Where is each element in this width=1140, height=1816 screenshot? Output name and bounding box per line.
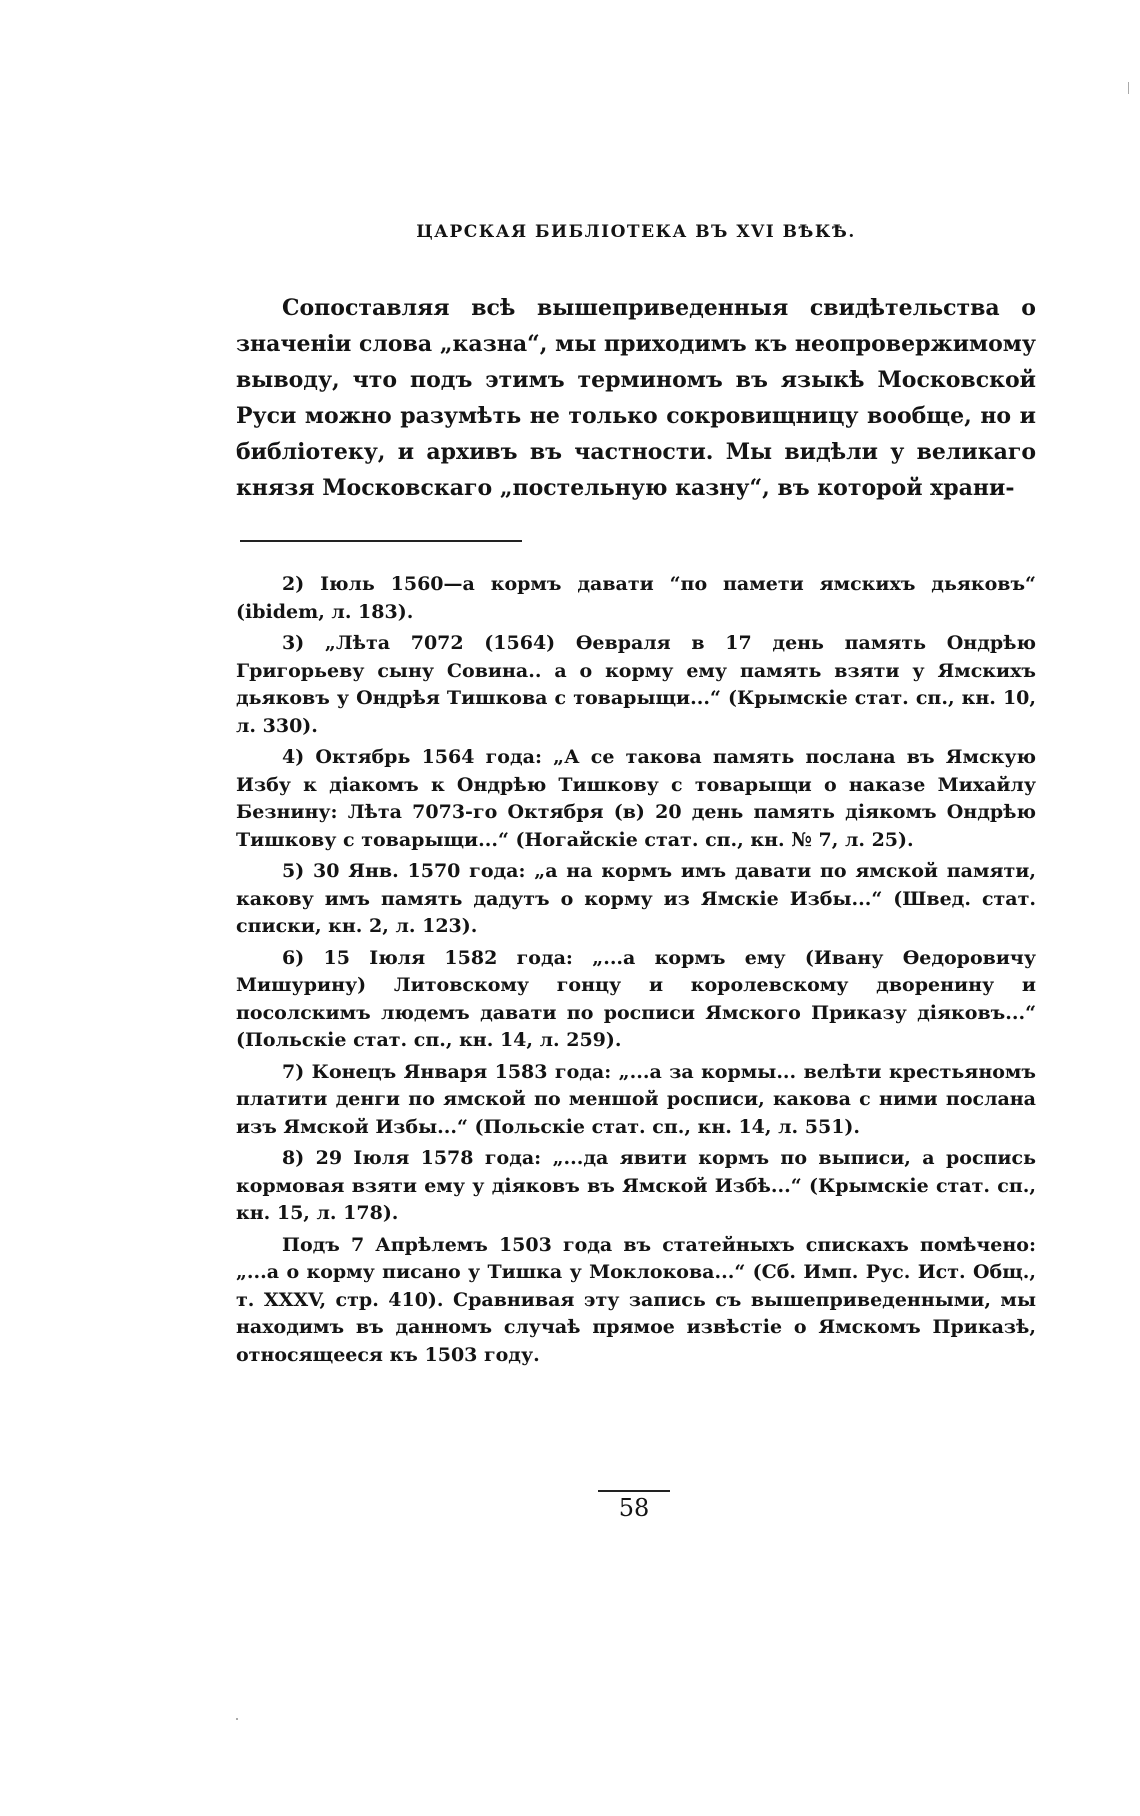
footnote-separator — [240, 540, 522, 542]
main-paragraph: Сопоставляя всѣ вышеприведенныя свидѣтельства о значеніи слова „казна“, мы приходимъ къ неопровержимому выводу, что подъ этимъ терминомъ въ языкѣ Московской Руси можно разумѣть не только сокровищницу вообще, но и библіотеку, и архивъ въ частности. Мы видѣли у великаго князя Московскаго „постельную казну“, въ которой храни- — [236, 295, 1036, 501]
footnote-2: 2) Іюль 1560—а кормъ давати “по памети ямскихъ дьяковъ“ (ibidem, л. 183). — [236, 573, 1036, 623]
footnote-3: 3) „Лѣта 7072 (1564) Ѳевраля в 17 день память Ондрѣю Григорьеву сыну Совина.. а о корму ему память взяти у Ямскихъ дьяковъ у Ондрѣя Тишкова с товарыщи...“ (Крымскіе стат. сп., кн. 10, л. 330). — [236, 632, 1036, 737]
running-head: ЦАРСКАЯ БИБЛІОТЕКА ВЪ XVI ВѢКѢ. — [416, 222, 856, 242]
scan-speck — [236, 1718, 238, 1720]
scan-speck — [1128, 82, 1129, 94]
page-number: 58 — [598, 1490, 670, 1522]
footnote-8: 8) 29 Іюля 1578 года: „...да явити кормъ по выписи, а роспись кормовая взяти ему у діяковъ въ Ямской Избѣ...“ (Крымскіе стат. сп., кн. 15, л. 178). — [236, 1147, 1036, 1224]
footnote-4: 4) Октябрь 1564 года: „А се такова память послана въ Ямскую Избу к діакомъ к Ондрѣю Тишкову с товарыщи о наказе Михайлу Безнину: Лѣта 7073-го Октября (в) 20 день память діякомъ Ондрѣю Тишкову с товарыщи...“ (Ногайскіе стат. сп., кн. № 7, л. 25). — [236, 746, 1036, 851]
footnote-5: 5) 30 Янв. 1570 года: „а на кормъ имъ давати по ямской памяти, какову имъ память дадутъ о корму из Ямскіе Избы...“ (Швед. стат. списки, кн. 2, л. 123). — [236, 860, 1036, 937]
footnotes — [236, 571, 1036, 1373]
footnote-7: 7) Конецъ Января 1583 года: „...а за кормы... велѣти крестьяномъ платити денги по ямской по меншой росписи, какова с ними послана изъ Ямской Избы...“ (Польскіе стат. сп., кн. 14, л. 551). — [236, 1060, 1036, 1138]
footnote-closing-paragraph: Подъ 7 Апрѣлемъ 1503 года въ статейныхъ спискахъ помѣчено: „...а о корму писано у Тишка у Моклокова...“ (Сб. Имп. Рус. Ист. Общ., т. XXXV, стр. 410). Сравнивая эту запись съ вышеприведенными, мы находимъ въ данномъ случаѣ прямое извѣстіе о Ямскомъ Приказѣ, относящееся къ 1503 году. — [236, 1233, 1036, 1366]
book-page — [236, 0, 1036, 1816]
footnote-6: 6) 15 Іюля 1582 года: „...а кормъ ему (Ивану Ѳедоровичу Мишурину) Литовскому гонцу и королевскому дворенину и посолскимъ людемъ давати по росписи Ямского Приказу діяковъ...“ (Польскіе стат. сп., кн. 14, л. 259). — [236, 946, 1036, 1051]
